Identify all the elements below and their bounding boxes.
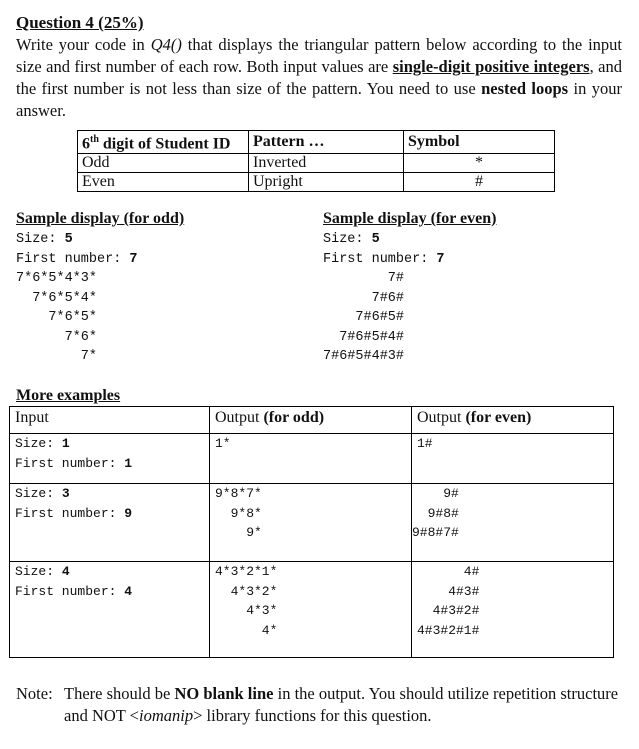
col-even-bold: (for even)	[465, 409, 532, 426]
sample-odd-title: Sample display (for odd)	[16, 210, 185, 227]
example-row	[10, 434, 614, 484]
note-part1: There should be	[64, 684, 175, 703]
col-odd-prefix: Output	[215, 409, 264, 426]
size-value: 5	[64, 232, 73, 247]
emphasis-nested-loops: nested loops	[481, 79, 569, 98]
header-label: digit of Student ID	[102, 135, 231, 153]
first-value: 7	[436, 251, 445, 267]
cell-odd: Odd	[78, 154, 249, 173]
sample-even-block	[323, 230, 445, 367]
first-label: First number:	[323, 251, 437, 267]
question-text	[16, 34, 622, 122]
size-value: 3	[61, 486, 70, 501]
header-digit: 6	[82, 135, 90, 153]
note-part2: in the output. You should utilize repetition structure and NOT <	[64, 684, 619, 725]
output-line: 7*	[16, 349, 98, 364]
example-odd-output: 4*3*2*1* 4*3*2* 4*3* 4*	[210, 562, 412, 658]
size-label: Size:	[15, 436, 62, 451]
example-odd-output: 9*8*7* 9*8* 9*	[210, 484, 412, 562]
rule-table	[77, 130, 555, 192]
first-value: 9	[124, 505, 133, 521]
output-line: 7*6*5*4*	[16, 290, 98, 306]
example-input	[10, 562, 210, 658]
example-even-output: 4# 4#3# 4#3#2# 4#3#2#1#	[412, 562, 614, 658]
rule-row-even	[78, 173, 555, 192]
example-even-output: 9# 9#8# 9#8#7#	[412, 484, 614, 562]
output-line: 7*6*5*4*3*	[16, 271, 98, 286]
sample-even-title: Sample display (for even)	[323, 210, 497, 227]
cell-star: *	[404, 154, 555, 173]
first-label: First number:	[15, 455, 125, 471]
output-line: 7#6#5#	[323, 310, 405, 325]
note-label: Note:	[16, 684, 53, 703]
size-value: 4	[61, 564, 70, 579]
example-row	[10, 484, 614, 562]
size-label: Size:	[16, 232, 65, 247]
example-row	[10, 562, 614, 658]
size-label: Size:	[15, 564, 62, 579]
header-pattern: Pattern …	[249, 131, 404, 154]
note-library: iomanip	[139, 706, 194, 725]
size-label: Size:	[15, 486, 62, 501]
more-examples-title: More examples	[16, 387, 121, 404]
cell-inverted: Inverted	[249, 154, 404, 173]
example-even-output: 1#	[412, 434, 614, 484]
sample-odd-block	[16, 230, 138, 367]
output-line: 7*6*	[16, 329, 98, 345]
cell-even: Even	[78, 173, 249, 192]
first-label: First number:	[15, 505, 125, 521]
output-line: 7*6*5*	[16, 310, 98, 325]
rule-table-header	[78, 131, 555, 154]
question-text-part4: in your answer.	[16, 79, 622, 120]
examples-table	[9, 406, 614, 658]
example-input	[10, 434, 210, 484]
question-text-part2: that displays the triangular pattern below according to the input size and first number of each row. Both input values are	[16, 35, 622, 76]
function-name: Q4()	[150, 35, 182, 54]
sample-odd-size	[16, 230, 138, 250]
rule-row-odd	[78, 154, 555, 173]
example-input	[10, 484, 210, 562]
size-label: Size:	[323, 232, 372, 247]
col-odd-bold: (for odd)	[263, 409, 325, 426]
first-value: 1	[124, 455, 133, 471]
example-odd-output: 1*	[210, 434, 412, 484]
cell-upright: Upright	[249, 173, 404, 192]
header-sup: th	[90, 134, 99, 145]
cell-hash: #	[404, 173, 555, 192]
size-value: 5	[371, 232, 380, 247]
first-value: 7	[129, 251, 138, 267]
col-even-prefix: Output	[417, 409, 466, 426]
output-line: 7#6#5#4#	[323, 329, 405, 345]
output-line: 7#6#5#4#3#	[323, 349, 405, 364]
header-symbol: Symbol	[404, 131, 555, 154]
question-title: Question 4 (25%)	[16, 13, 144, 32]
note-bold: NO blank line	[174, 684, 274, 703]
note-part3: > library functions for this question.	[193, 706, 432, 725]
note-text	[64, 683, 622, 727]
first-value: 4	[124, 583, 133, 599]
sample-even-size	[323, 230, 445, 250]
sample-even-first	[323, 250, 445, 270]
note	[16, 683, 622, 727]
examples-header	[10, 407, 614, 434]
col-input: Input	[10, 407, 210, 434]
col-odd	[210, 407, 412, 434]
first-label: First number:	[16, 251, 130, 267]
question-text-part3: , and the first number is not less than size of the pattern. You need to use	[16, 57, 623, 98]
question-text-part1: Write your code in	[16, 35, 151, 54]
emphasis-single-digit: single-digit positive integers	[392, 57, 590, 76]
size-value: 1	[61, 436, 70, 451]
col-even	[412, 407, 614, 434]
output-line: 7#	[323, 271, 405, 286]
sample-odd-first	[16, 250, 138, 270]
first-label: First number:	[15, 583, 125, 599]
header-student-id	[78, 131, 249, 154]
output-line: 7#6#	[323, 290, 405, 306]
